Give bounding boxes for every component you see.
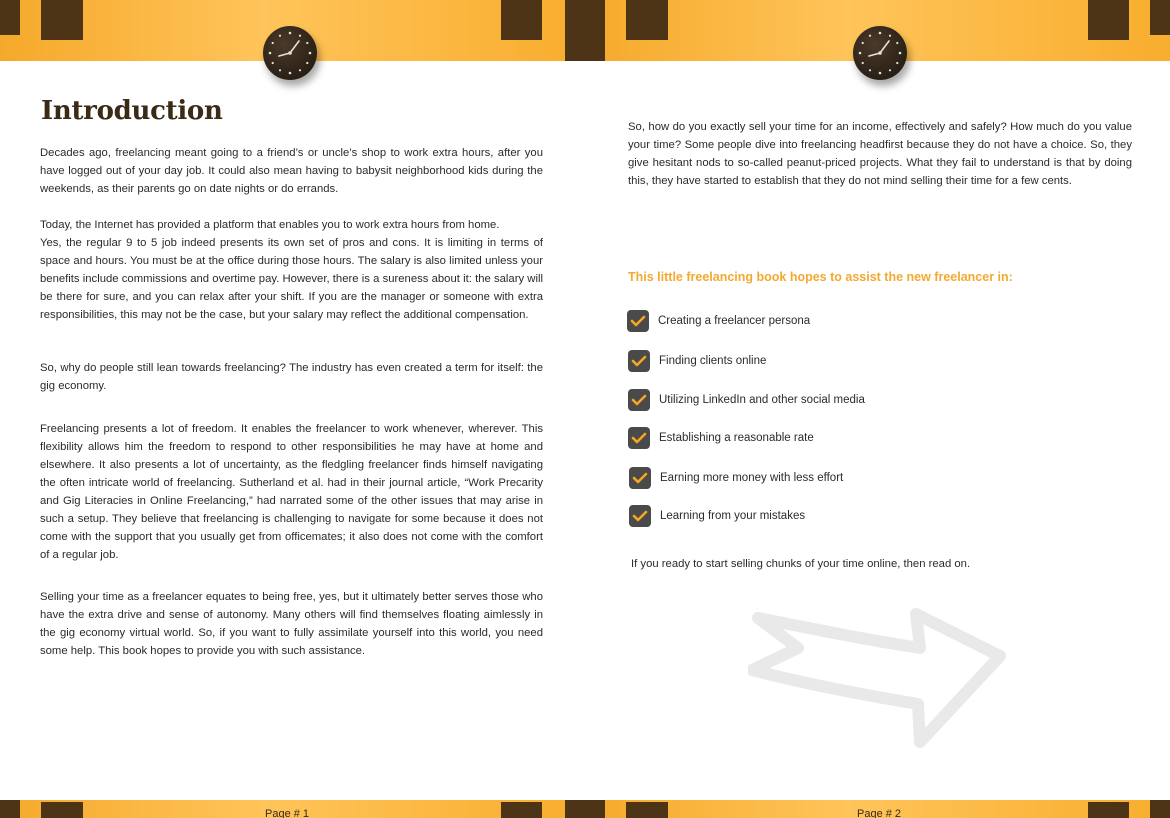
paragraph: Yes, the regular 9 to 5 job indeed presents its own set of pros and cons. It is limiting in terms of space and hours. You must be at the office during those hours. The salary is also limited unless your benefits include commissions and overtime pay. However, there is a sureness about it: the salary will be there for sure, and you can relax after your shift. If you are the manager or someone with extra responsibilities, this may not be the case, but your salary may reflect the additional compensation. [40, 237, 543, 321]
check-icon [628, 427, 650, 449]
checklist-item [628, 350, 766, 372]
footer-block [565, 800, 585, 818]
checklist-label: Utilizing LinkedIn and other social media [659, 394, 865, 406]
footer-block [0, 800, 20, 818]
page-number: Page # 1 [265, 808, 310, 818]
closing-text: If you ready to start selling chunks of your time online, then read on. [631, 558, 971, 570]
footer-block [501, 802, 542, 818]
header-block [501, 0, 542, 40]
checklist-item [627, 310, 810, 332]
paragraph: Freelancing presents a lot of freedom. It enables the freelancer to work whenever, wherever. This flexibility allows him the freedom to respond to other responsibilities he may have at home and elsewhere. It also presents a lot of uncertainty, as the fledgling freelancer finds himself navigating the often intricate world of freelancing. Sutherland et al. had in their journal article, “Work Precarity and Gig Literacies in Online Freelancing,” had narrated some of the other issues that may arise in such a setup. They believe that freelancing is challenging to navigate for some because it does not come with the support that you usually get from officemates; it also does not come with the comfort of a regular job. [40, 423, 543, 561]
check-icon [627, 310, 649, 332]
checklist-label: Finding clients online [659, 355, 767, 367]
header-block [626, 0, 668, 40]
checklist-item [629, 505, 805, 527]
header-block [1088, 0, 1129, 40]
check-icon [628, 350, 650, 372]
header-block [41, 0, 83, 40]
page-title: Introduction [41, 96, 223, 126]
footer-block [41, 802, 83, 818]
paragraph: Selling your time as a freelancer equates to being free, yes, but it ultimately better serves those who have the extra drive and sense of autonomy. Many others will find themselves floating aimlessly in the gig economy virtual world. So, if you want to fully assimilate yourself into this world, you need some help. This book hopes to provide you with such assistance. [40, 591, 543, 657]
clock-icon [853, 26, 907, 80]
page-right [585, 0, 1170, 818]
paragraph: So, why do people still lean towards freelancing? The industry has even created a term for itself: the gig economy. [40, 362, 543, 392]
header-block [565, 0, 585, 61]
intro-paragraph: So, how do you exactly sell your time for an income, effectively and safely? How much do you value your time? Some people dive into freelancing headfirst because they do not have a choice. So, they give hesitant nods to so-called peanut-priced projects. What they fail to understand is that by doing this, they have started to establish that they do not mind selling their time for a few cents. [628, 121, 1132, 187]
check-icon [629, 467, 651, 489]
clock-icon [263, 26, 317, 80]
arrow-icon [748, 604, 1008, 755]
checklist-label: Earning more money with less effort [660, 472, 844, 484]
check-icon [628, 389, 650, 411]
checklist-label: Creating a freelancer persona [658, 315, 811, 327]
checklist-item [628, 389, 865, 411]
checklist-label: Learning from your mistakes [660, 510, 806, 522]
checklist-item [629, 467, 843, 489]
check-icon [629, 505, 651, 527]
header-block [0, 0, 20, 35]
header-block [585, 0, 605, 61]
footer-block [626, 802, 668, 818]
paragraph: Decades ago, freelancing meant going to a friend’s or uncle’s shop to work extra hours, after you have logged out of your day job. It could also mean having to babysit neighborhood kids during the weekends, as their parents go on date nights or do errands. [40, 147, 543, 195]
highlight-heading: This little freelancing book hopes to assist the new freelancer in: [628, 270, 1013, 284]
paragraph: Today, the Internet has provided a platform that enables you to work extra hours from home. [40, 219, 500, 231]
checklist-label: Establishing a reasonable rate [659, 432, 814, 444]
footer-block [1150, 800, 1170, 818]
footer-block [585, 800, 605, 818]
checklist-item [628, 427, 814, 449]
page-number: Page # 2 [857, 808, 902, 818]
footer-block [1088, 802, 1129, 818]
header-block [1150, 0, 1170, 35]
